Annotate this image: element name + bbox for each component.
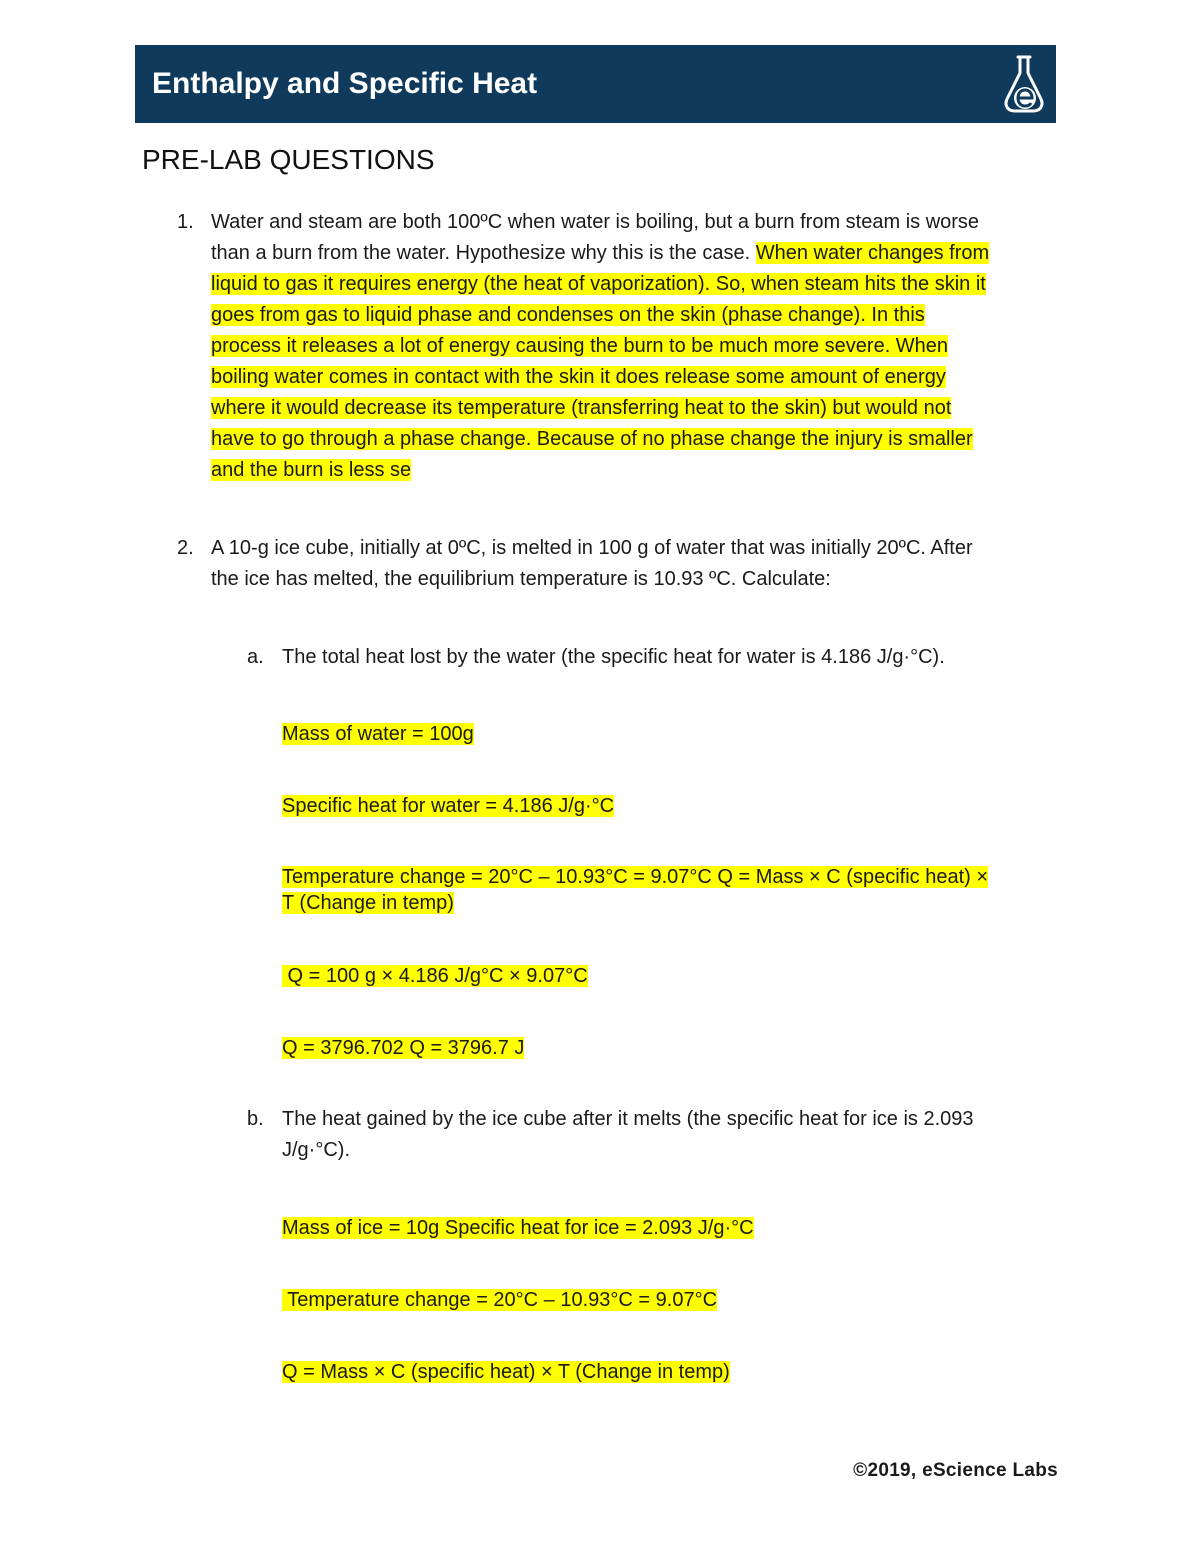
question-1-text-line-2 <box>211 238 989 269</box>
part-b-answer-temp-change <box>282 1285 717 1316</box>
answer-text: process it releases a lot of energy causing the burn to be much more severe. When <box>211 335 949 357</box>
part-b-answer-mass <box>282 1213 754 1244</box>
answer-text: Specific heat for water = 4.186 J/g·°C <box>282 795 615 817</box>
question-1-answer-line <box>211 269 986 300</box>
escience-flask-icon <box>1001 53 1047 115</box>
answer-text: boiling water comes in contact with the skin it does release some amount of energy <box>211 366 946 388</box>
part-b-label: b. <box>247 1108 264 1130</box>
part-a-answer-q-formula <box>282 961 588 992</box>
answer-text: goes from gas to liquid phase and condenses on the skin (phase change). In this <box>211 304 925 326</box>
part-a-answer-mass <box>282 719 474 750</box>
answer-text: liquid to gas it requires energy (the heat of vaporization). So, when steam hits the skin it <box>211 273 986 295</box>
question-1-answer-line <box>211 300 925 331</box>
answer-text: Temperature change = 20°C – 10.93°C = 9.07°C <box>282 1289 718 1311</box>
question-1-number: 1. <box>177 211 194 233</box>
header-banner <box>135 45 1056 123</box>
question-1-answer-line <box>211 455 411 486</box>
answer-text: where it would decrease its temperature (transferring heat to the skin) but would not <box>211 397 952 419</box>
part-a-answer-specific-heat <box>282 791 614 822</box>
document-title: Enthalpy and Specific Heat <box>152 67 538 100</box>
answer-text: Q = 3796.702 Q = 3796.7 J <box>282 1037 525 1059</box>
question-1-text-line-1: Water and steam are both 100ºC when water is boiling, but a burn from steam is worse <box>211 211 980 233</box>
part-a-answer-temp-change-line-2 <box>282 890 454 916</box>
question-2-number: 2. <box>177 537 194 559</box>
answer-text: Q = 100 g × 4.186 J/g°C × 9.07°C <box>282 965 588 987</box>
part-a-question: The total heat lost by the water (the specific heat for water is 4.186 J/g·°C). <box>282 646 945 668</box>
question-1-prompt: than a burn from the water. Hypothesize why this is the case. <box>211 242 751 264</box>
question-1-answer-line <box>211 362 946 393</box>
answer-text: Mass of water = 100g <box>282 723 474 745</box>
part-a-answer-temp-change-line-1 <box>282 864 988 890</box>
part-a-label: a. <box>247 646 264 668</box>
question-2-text-line-1: A 10-g ice cube, initially at 0ºC, is melted in 100 g of water that was initially 20ºC. After <box>211 537 973 559</box>
question-1-answer-line <box>211 393 951 424</box>
answer-text: and the burn is less se <box>211 459 412 481</box>
question-1-answer-start: When water changes from <box>755 242 990 264</box>
answer-text: Temperature change = 20°C – 10.93°C = 9.07°C Q = Mass × C (specific heat) × <box>282 866 989 888</box>
section-title: PRE-LAB QUESTIONS <box>142 144 435 175</box>
answer-text: Q = Mass × C (specific heat) × T (Change in temp) <box>282 1361 730 1383</box>
copyright-footer: ©2019, eScience Labs <box>853 1460 1058 1481</box>
question-1-answer-line <box>211 331 948 362</box>
answer-text: have to go through a phase change. Because of no phase change the injury is smaller <box>211 428 973 450</box>
question-1-answer-line <box>211 424 973 455</box>
part-a-answer-q-result <box>282 1033 524 1064</box>
part-b-question-line-1: The heat gained by the ice cube after it melts (the specific heat for ice is 2.093 <box>282 1108 974 1130</box>
question-2-text-line-2: the ice has melted, the equilibrium temperature is 10.93 ºC. Calculate: <box>211 568 831 590</box>
part-b-question-line-2: J/g·°C). <box>282 1139 350 1161</box>
answer-text: Mass of ice = 10g Specific heat for ice = 2.093 J/g·°C <box>282 1217 754 1239</box>
part-b-answer-formula <box>282 1357 730 1388</box>
answer-text: T (Change in temp) <box>282 892 454 914</box>
